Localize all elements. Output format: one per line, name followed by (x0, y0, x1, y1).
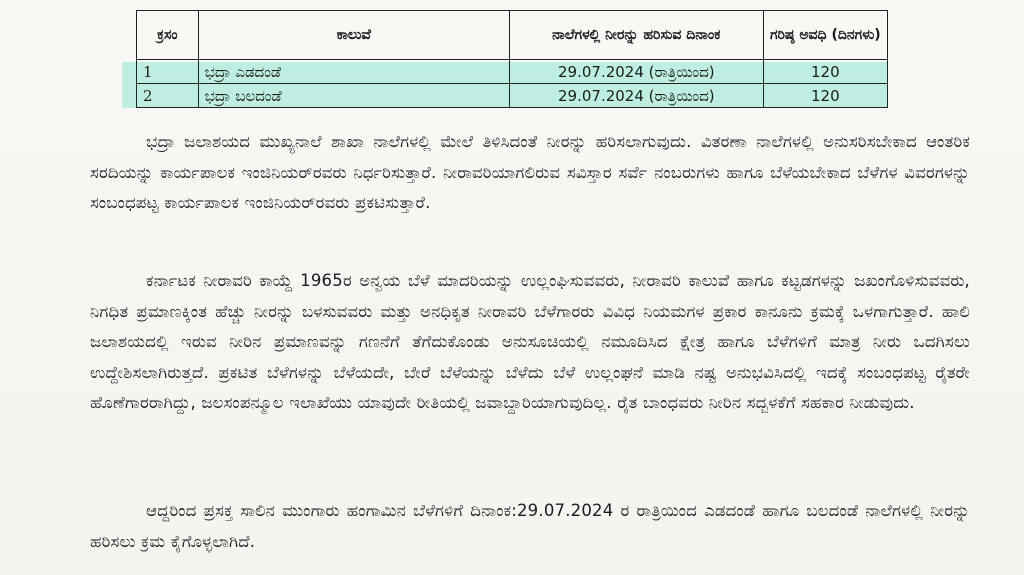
table-row (137, 60, 888, 84)
table-row (137, 84, 888, 108)
paragraph-text: ಕರ್ನಾಟಕ ನೀರಾವರಿ ಕಾಯ್ದೆ 1965ರ ಅನ್ವಯ ಬೆಳೆ ಮಾದರಿಯನ್ನು ಉಲ್ಲಂಘಿಸುವವರು, ನೀರಾವರಿ ಕಾಲುವೆ ಹಾಗೂ ಕಟ್ಟಡಗಳನ್ನು ಜಖಂಗೊಳಿಸುವವರು, ನಿಗಧಿತ ಪ್ರಮಾಣಕ್ಕಿಂತ ಹೆಚ್ಚು ನೀರನ್ನು ಬಳಸುವವರು ಮತ್ತು ಅನಧಿಕೃತ ನೀರಾವರಿ ಬೆಳೆಗಾರರು ವಿವಿಧ ನಿಯಮಗಳ ಪ್ರಕಾರ ಕಾನೂನು ಕ್ರಮಕ್ಕೆ ಒಳಗಾಗುತ್ತಾರೆ. ಹಾಲಿ ಜಲಾಶಯದಲ್ಲಿ ಇರುವ ನೀರಿನ ಪ್ರಮಾಣವನ್ನು ಗಣನೆಗೆ ತೆಗೆದುಕೊಂಡು ಅನುಸೂಚಿಯಲ್ಲಿ ನಮೂದಿಸಿದ ಕ್ಷೇತ್ರ ಹಾಗೂ ಬೆಳೆಗಳಿಗೆ ಮಾತ್ರ ನೀರು ಒದಗಿಸಲು ಉದ್ದೇಶಿಸಲಾಗಿರುತ್ತದೆ. ಪ್ರಕಟಿತ ಬೆಳೆಗಳನ್ನು ಬೆಳೆಯದೇ, ಬೇರೆ ಬೆಳೆಯನ್ನು ಬೆಳೆದು ಬೆಳೆ ಉಲ್ಲಂಘನೆ ಮಾಡಿ ನಷ್ಟ ಅನುಭವಿಸಿದಲ್ಲಿ ಇದಕ್ಕೆ ಸಂಬಂಧಪಟ್ಟ ರೈತರೇ ಹೊಣೆಗಾರರಾಗಿದ್ದು, ಜಲಸಂಪನ್ಮೂಲ ಇಲಾಖೆಯು ಯಾವುದೇ ರೀತಿಯಲ್ಲಿ ಜವಾಬ್ದಾರಿಯಾಗುವುದಿಲ್ಲ. ರೈತ ಬಾಂಧವರು ನೀರಿನ ಸದ್ಬಳಕೆಗೆ ಸಹಕಾರ ನೀಡುವುದು. (90, 271, 970, 412)
row-sl: 1 (137, 60, 199, 84)
header-days: ಗರಿಷ್ಠ ಅವಧಿ (ದಿನಗಳು) (763, 11, 887, 60)
water-release-table (136, 10, 888, 108)
header-canal: ಕಾಲುವೆ (198, 11, 509, 60)
row-date: 29.07.2024 (ರಾತ್ರಿಯಿಂದ) (509, 84, 763, 108)
row-canal: ಭದ್ರಾ ಬಲದಂಡೆ (198, 84, 509, 108)
row-sl: 2 (137, 84, 199, 108)
header-sl: ಕ್ರಸಂ (137, 11, 199, 60)
row-days: 120 (763, 84, 887, 108)
paragraph-legal-notice (90, 266, 970, 419)
header-date: ನಾಲೆಗಳಲ್ಲಿ ನೀರನ್ನು ಹರಿಸುವ ದಿನಾಂಕ (509, 11, 763, 60)
table-header-row (137, 11, 888, 60)
row-days: 120 (763, 60, 887, 84)
row-date: 29.07.2024 (ರಾತ್ರಿಯಿಂದ) (509, 60, 763, 84)
paragraph-conclusion (90, 496, 970, 557)
paragraph-text: ಆದ್ದರಿಂದ ಪ್ರಸಕ್ತ ಸಾಲಿನ ಮುಂಗಾರು ಹಂಗಾಮಿನ ಬೆಳೆಗಳಿಗೆ ದಿನಾಂಕ:29.07.2024 ರ ರಾತ್ರಿಯಿಂದ ಎಡದಂಡೆ ಹಾಗೂ ಬಲದಂಡೆ ನಾಲೆಗಳಲ್ಲಿ ನೀರನ್ನು ಹರಿಸಲು ಕ್ರಮ ಕೈಗೊಳ್ಳಲಾಗಿದೆ. (90, 501, 970, 551)
row-canal: ಭದ್ರಾ ಎಡದಂಡೆ (198, 60, 509, 84)
paragraph-distribution (90, 127, 970, 219)
paragraph-text: ಭದ್ರಾ ಜಲಾಶಯದ ಮುಖ್ಯನಾಲೆ ಶಾಖಾ ನಾಲೆಗಳಲ್ಲಿ ಮೇಲೆ ತಿಳಿಸಿದಂತೆ ನೀರನ್ನು ಹರಿಸಲಾಗುವುದು. ವಿತರಣಾ ನಾಲೆಗಳಲ್ಲಿ ಅನುಸರಿಸಬೇಕಾದ ಆಂತರಿಕ ಸರದಿಯನ್ನು ಕಾರ್ಯಪಾಲಕ ಇಂಜಿನಿಯರ್‌ರವರು ನಿರ್ಧರಿಸುತ್ತಾರೆ. ನೀರಾವರಿಯಾಗಲಿರುವ ಸವಿಸ್ತಾರ ಸರ್ವೆ ನಂಬರುಗಳು ಹಾಗೂ ಬೆಳೆಯಬೇಕಾದ ಬೆಳೆಗಳ ವಿವರಗಳನ್ನು ಸಂಬಂಧಪಟ್ಟ ಕಾರ್ಯಪಾಲಕ ಇಂಜಿನಿಯರ್‌ರವರು ಪ್ರಕಟಿಸುತ್ತಾರೆ. (90, 132, 970, 212)
